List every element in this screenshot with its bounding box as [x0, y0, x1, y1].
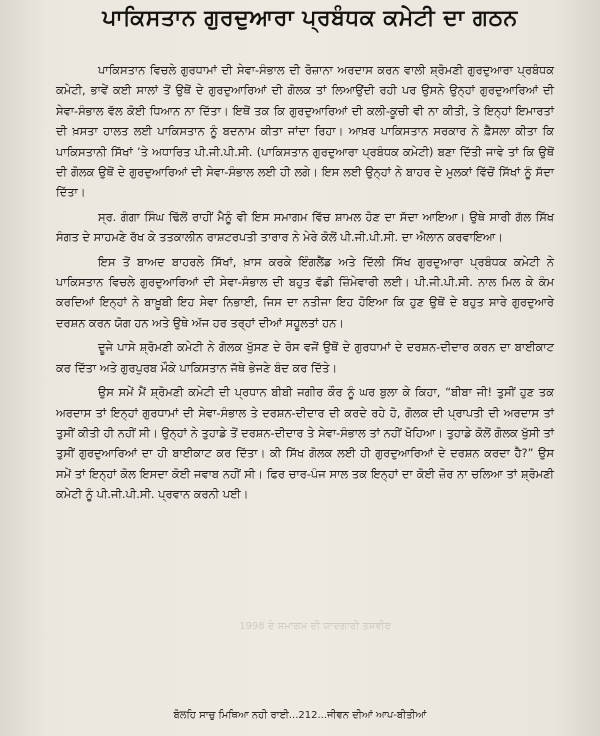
show-through-text [150, 618, 480, 636]
body-text [56, 60, 554, 509]
paragraph-3: ਇਸ ਤੋਂ ਬਾਅਦ ਬਾਹਰਲੇ ਸਿੱਖਾਂ, ਖ਼ਾਸ ਕਰਕੇ ਇੰਗਲੈਂਡ ਅਤੇ ਦਿੱਲੀ ਸਿੱਖ ਗੁਰਦੁਆਰਾ ਪ੍ਰਬੰਧਕ ਕਮੇਟੀ ਨੇ ਪਾਕਿਸਤਾਨ ਵਿਚਲੇ ਗੁਰਦੁਆਰਿਆਂ ਦੀ ਸੇਵਾ-ਸੰਭਾਲ ਦੀ ਬਹੁਤ ਵੱਡੀ ਜ਼ਿੰਮੇਵਾਰੀ ਲਈ। ਪੀ.ਜੀ.ਪੀ.ਸੀ. ਨਾਲ ਮਿਲ ਕੇ ਕੰਮ ਕਰਦਿਆਂ ਇਨ੍ਹਾਂ ਨੇ ਬਾਖ਼ੂਬੀ ਇਹ ਸੇਵਾ ਨਿਭਾਈ, ਜਿਸ ਦਾ ਨਤੀਜਾ ਇਹ ਹੋਇਆ ਕਿ ਹੁਣ ਉਥੋਂ ਦੇ ਬਹੁਤ ਸਾਰੇ ਗੁਰਦੁਆਰੇ ਦਰਸ਼ਨ ਕਰਨ ਯੋਗ ਹਨ ਅਤੇ ਉਥੇ ਅੱਜ ਹਰ ਤਰ੍ਹਾਂ ਦੀਆਂ ਸਹੂਲਤਾਂ ਹਨ। [56, 254, 554, 330]
show-through-line: 1998 ਦੇ ਸਮਾਗਮ ਦੀ ਯਾਦਗਾਰੀ ਤਸਵੀਰ [239, 621, 391, 632]
page-footer: ਬੋਲਹਿ ਸਾਚੁ ਮਿਥਿਆ ਨਹੀ ਰਾਈ...212...ਜੀਵਨ ਦੀਆਂ ਆਪ-ਬੀਤੀਆਂ [173, 710, 427, 721]
paragraph-4: ਦੂਜੇ ਪਾਸੇ ਸ਼੍ਰੋਮਣੀ ਕਮੇਟੀ ਨੇ ਗੋਲਕ ਖੁੱਸਣ ਦੇ ਰੋਸ ਵਜੋਂ ਉਥੋਂ ਦੇ ਗੁਰਧਾਮਾਂ ਦੇ ਦਰਸ਼ਨ-ਦੀਦਾਰ ਕਰਨ ਦਾ ਬਾਈਕਾਟ ਕਰ ਦਿੱਤਾ ਅਤੇ ਗੁਰਪੁਰਬ ਮੌਕੇ ਪਾਕਿਸਤਾਨ ਜੱਥੇ ਭੇਜਣੇ ਬੰਦ ਕਰ ਦਿੱਤੇ। [56, 340, 554, 375]
paragraph-2: ਸ੍ਰ. ਗੰਗਾ ਸਿੰਘ ਢਿੱਲੋਂ ਰਾਹੀਂ ਮੈਨੂੰ ਵੀ ਇਸ ਸਮਾਗਮ ਵਿੱਚ ਸ਼ਾਮਲ ਹੋਣ ਦਾ ਸੱਦਾ ਆਇਆ। ਉਥੇ ਸਾਰੀ ਗੱਲ ਸਿੱਖ ਸੰਗਤ ਦੇ ਸਾਹਮਣੇ ਰੱਖ ਕੇ ਤਤਕਾਲੀਨ ਰਾਸ਼ਟਰਪਤੀ ਤਾਰਾਰ ਨੇ ਮੇਰੇ ਕੋਲੋਂ ਪੀ.ਜੀ.ਪੀ.ਸੀ. ਦਾ ਐਲਾਨ ਕਰਵਾਇਆ। [56, 209, 554, 245]
paragraph-5: ਉਸ ਸਮੇਂ ਮੈਂ ਸ਼੍ਰੋਮਣੀ ਕਮੇਟੀ ਦੀ ਪ੍ਰਧਾਨ ਬੀਬੀ ਜਗੀਰ ਕੌਰ ਨੂੰ ਘਰ ਬੁਲਾ ਕੇ ਕਿਹਾ, “ਬੀਬਾ ਜੀ! ਤੁਸੀਂ ਹੁਣ ਤਕ ਅਰਦਾਸ ਤਾਂ ਇਨ੍ਹਾਂ ਗੁਰਧਾਮਾਂ ਦੀ ਸੇਵਾ-ਸੰਭਾਲ ਤੇ ਦਰਸ਼ਨ-ਦੀਦਾਰ ਦੀ ਕਰਦੇ ਰਹੇ ਹੋ, ਗੋਲਕ ਦੀ ਪ੍ਰਾਪਤੀ ਦੀ ਅਰਦਾਸ ਤਾਂ ਤੁਸੀਂ ਕੀਤੀ ਹੀ ਨਹੀਂ ਸੀ। ਉਨ੍ਹਾਂ ਨੇ ਤੁਹਾਡੇ ਤੋਂ ਦਰਸ਼ਨ-ਦੀਦਾਰ ਤੇ ਸੇਵਾ-ਸੰਭਾਲ ਤਾਂ ਨਹੀਂ ਖੋਹਿਆ। ਤੁਹਾਡੇ ਕੋਲੋਂ ਗੋਲਕ ਖੁੱਸੀ ਤਾਂ ਤੁਸੀਂ ਗੁਰਦੁਆਰਿਆਂ ਦਾ ਹੀ ਬਾਈਕਾਟ ਕਰ ਦਿੱਤਾ। ਕੀ ਸਿੱਖ ਗੋਲਕ ਲਈ ਹੀ ਗੁਰਦੁਆਰਿਆਂ ਦੇ ਦਰਸ਼ਨ ਕਰਦਾ ਹੈ?” ਉਸ ਸਮੇਂ ਤਾਂ ਇਨ੍ਹਾਂ ਕੋਲ ਇਸਦਾ ਕੋਈ ਜਵਾਬ ਨਹੀਂ ਸੀ। ਫਿਰ ਚਾਰ-ਪੰਜ ਸਾਲ ਤਕ ਇਨ੍ਹਾਂ ਦਾ ਕੋਈ ਜ਼ੋਰ ਨਾ ਚਲਿਆ ਤਾਂ ਸ਼੍ਰੋਮਣੀ ਕਮੇਟੀ ਨੂੰ ਪੀ.ਜੀ.ਪੀ.ਸੀ. ਪ੍ਰਵਾਨ ਕਰਨੀ ਪਈ। [56, 385, 554, 502]
page-title: ਪਾਕਿਸਤਾਨ ਗੁਰਦੁਆਰਾ ਪ੍ਰਬੰਧਕ ਕਮੇਟੀ ਦਾ ਗਠਨ [102, 6, 518, 31]
paragraph-1: ਪਾਕਿਸਤਾਨ ਵਿਚਲੇ ਗੁਰਧਾਮਾਂ ਦੀ ਸੇਵਾ-ਸੰਭਾਲ ਦੀ ਰੋਜ਼ਾਨਾ ਅਰਦਾਸ ਕਰਨ ਵਾਲੀ ਸ਼੍ਰੋਮਣੀ ਗੁਰਦੁਆਰਾ ਪ੍ਰਬੰਧਕ ਕਮੇਟੀ, ਭਾਵੇਂ ਕਈ ਸਾਲਾਂ ਤੋਂ ਉਥੋਂ ਦੇ ਗੁਰਦੁਆਰਿਆਂ ਦੀ ਗੋਲਕ ਤਾਂ ਲਿਆਉਂਦੀ ਰਹੀ ਪਰ ਉਸਨੇ ਉਨ੍ਹਾਂ ਗੁਰਦੁਆਰਿਆਂ ਦੀ ਸੇਵਾ-ਸੰਭਾਲ ਵੱਲ ਕੋਈ ਧਿਆਨ ਨਾ ਦਿੱਤਾ। ਇਥੋਂ ਤਕ ਕਿ ਗੁਰਦੁਆਰਿਆਂ ਦੀ ਕਲੀ-ਕੂਚੀ ਵੀ ਨਾ ਕੀਤੀ, ਤੇ ਇਨ੍ਹਾਂ ਇਮਾਰਤਾਂ ਦੀ ਖ਼ਸਤਾ ਹਾਲਤ ਲਈ ਪਾਕਿਸਤਾਨ ਨੂੰ ਬਦਨਾਮ ਕੀਤਾ ਜਾਂਦਾ ਰਿਹਾ। ਆਖ਼ਰ ਪਾਕਿਸਤਾਨ ਸਰਕਾਰ ਨੇ ਫ਼ੈਸਲਾ ਕੀਤਾ ਕਿ ਪਾਕਿਸਤਾਨੀ ਸਿੱਖਾਂ ’ਤੇ ਅਧਾਰਿਤ ਪੀ.ਜੀ.ਪੀ.ਸੀ. (ਪਾਕਿਸਤਾਨ ਗੁਰਦੁਆਰਾ ਪ੍ਰਬੰਧਕ ਕਮੇਟੀ) ਬਣਾ ਦਿੱਤੀ ਜਾਵੇ ਤਾਂ ਕਿ ਉਥੋਂ ਦੀ ਗੋਲਕ ਉਥੋਂ ਦੇ ਗੁਰਦੁਆਰਿਆਂ ਦੀ ਸੇਵਾ-ਸੰਭਾਲ ਲਈ ਹੀ ਲਗੇ। ਇਸ ਲਈ ਉਨ੍ਹਾਂ ਨੇ ਬਾਹਰ ਦੇ ਮੁਲਕਾਂ ਵਿੱਚੋਂ ਸਿੱਖਾਂ ਨੂੰ ਸੱਦਾ ਦਿੱਤਾ। [56, 63, 554, 200]
